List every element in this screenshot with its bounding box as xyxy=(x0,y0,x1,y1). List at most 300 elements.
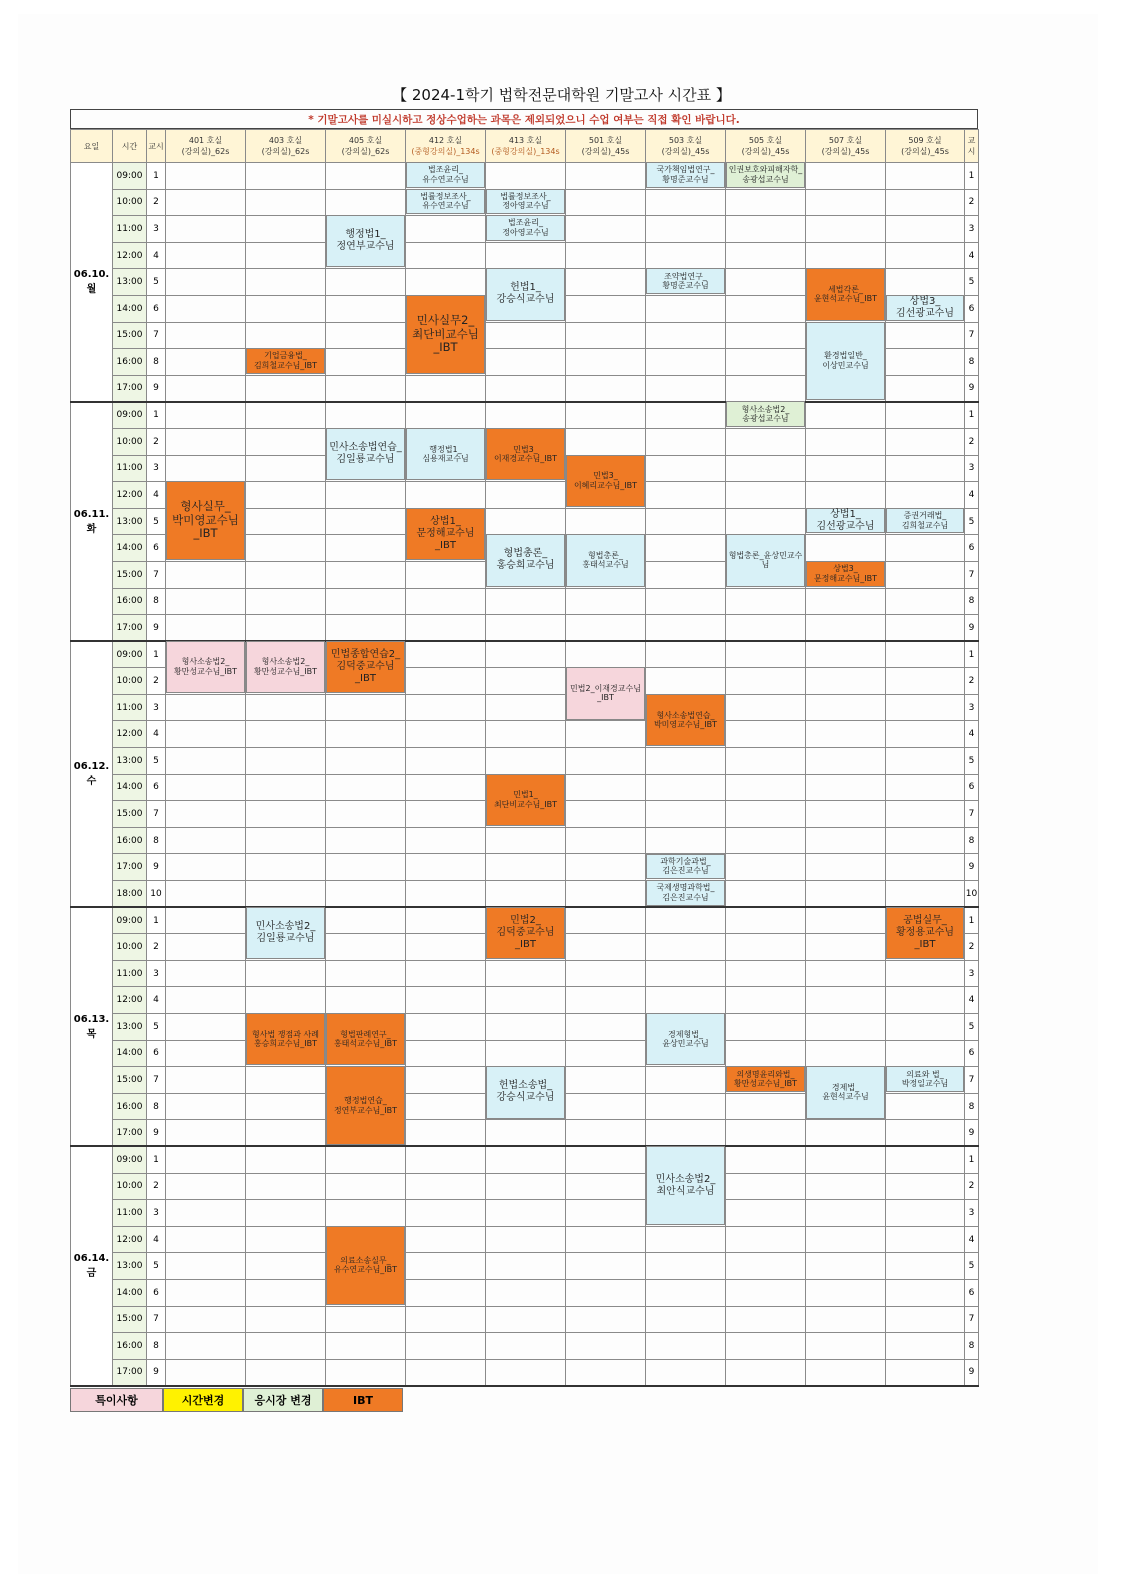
room-capacity: (강의실)_62s xyxy=(341,147,390,156)
empty-slot xyxy=(566,1120,646,1147)
empty-slot xyxy=(886,588,965,615)
empty-slot xyxy=(806,854,886,881)
empty-slot xyxy=(326,1359,406,1386)
empty-slot xyxy=(326,854,406,881)
empty-slot xyxy=(566,827,646,854)
empty-slot xyxy=(246,1333,326,1360)
empty-slot xyxy=(326,907,406,934)
empty-slot xyxy=(806,1226,886,1253)
empty-slot xyxy=(486,482,566,509)
period-cell-right: 3 xyxy=(965,455,979,482)
empty-slot xyxy=(646,508,726,535)
room-name: 401 호실 xyxy=(188,136,223,145)
empty-slot xyxy=(566,987,646,1014)
empty-slot xyxy=(806,721,886,748)
period-cell-right: 6 xyxy=(965,1040,979,1067)
empty-slot xyxy=(726,295,806,322)
time-cell: 15:00 xyxy=(113,1067,147,1094)
empty-slot xyxy=(166,827,246,854)
empty-slot xyxy=(486,641,566,668)
empty-slot xyxy=(166,455,246,482)
empty-slot xyxy=(406,1120,486,1147)
period-cell: 7 xyxy=(147,322,166,349)
room-header xyxy=(726,130,806,163)
empty-slot xyxy=(246,482,326,509)
time-row xyxy=(71,987,979,1014)
empty-slot xyxy=(886,668,965,695)
period-cell-right: 1 xyxy=(965,163,979,190)
time-cell: 14:00 xyxy=(113,1279,147,1306)
empty-slot xyxy=(406,668,486,695)
exam-label: 행정법1_ 정연부교수님 xyxy=(336,229,395,253)
empty-slot xyxy=(166,1067,246,1094)
time-cell: 18:00 xyxy=(113,881,147,908)
empty-slot xyxy=(726,801,806,828)
empty-slot xyxy=(486,508,566,535)
period-cell-right: 7 xyxy=(965,1306,979,1333)
empty-slot xyxy=(166,428,246,455)
empty-slot xyxy=(886,1040,965,1067)
empty-slot xyxy=(326,960,406,987)
period-cell-right: 8 xyxy=(965,1333,979,1360)
empty-slot xyxy=(806,216,886,243)
empty-slot xyxy=(886,854,965,881)
time-cell: 11:00 xyxy=(113,216,147,243)
empty-slot xyxy=(406,482,486,509)
empty-slot xyxy=(326,375,406,402)
time-cell: 17:00 xyxy=(113,1120,147,1147)
period-cell: 8 xyxy=(147,827,166,854)
exam-block xyxy=(326,215,405,267)
room-capacity: (강의실)_45s xyxy=(901,147,949,156)
empty-slot xyxy=(486,402,566,429)
exam-label: 의료소송실무_ 유수연교수님_IBT xyxy=(333,1255,398,1275)
empty-slot xyxy=(726,694,806,721)
period-cell: 6 xyxy=(147,774,166,801)
empty-slot xyxy=(326,721,406,748)
empty-slot xyxy=(886,615,965,642)
empty-slot xyxy=(566,960,646,987)
time-cell: 15:00 xyxy=(113,322,147,349)
exam-label: 법률정보조사_ 유수연교수님 xyxy=(420,191,471,211)
time-row xyxy=(71,1279,979,1306)
empty-slot xyxy=(406,721,486,748)
empty-slot xyxy=(486,242,566,269)
exam-label: 형사소송법연습_ 박미영교수님_IBT xyxy=(653,710,718,730)
empty-slot xyxy=(566,322,646,349)
empty-slot xyxy=(886,455,965,482)
empty-slot xyxy=(406,1333,486,1360)
empty-slot xyxy=(726,428,806,455)
empty-slot xyxy=(486,960,566,987)
exam-block xyxy=(326,641,405,693)
time-row xyxy=(71,748,979,775)
empty-slot xyxy=(566,402,646,429)
empty-slot xyxy=(726,907,806,934)
time-cell: 09:00 xyxy=(113,641,147,668)
period-cell: 5 xyxy=(147,269,166,296)
empty-slot xyxy=(726,508,806,535)
period-cell: 1 xyxy=(147,907,166,934)
time-cell: 15:00 xyxy=(113,801,147,828)
period-cell: 2 xyxy=(147,1173,166,1200)
empty-slot xyxy=(806,881,886,908)
exam-label: 민사소송법2_ 김일룡교수님 xyxy=(255,920,316,944)
empty-slot xyxy=(166,295,246,322)
empty-slot xyxy=(806,827,886,854)
exam-label: 상법3_ 김선광교수님 xyxy=(896,295,954,319)
empty-slot xyxy=(246,295,326,322)
period-cell-right: 9 xyxy=(965,1120,979,1147)
empty-slot xyxy=(646,402,726,429)
empty-slot xyxy=(886,987,965,1014)
empty-slot xyxy=(246,1226,326,1253)
time-row xyxy=(71,1040,979,1067)
empty-slot xyxy=(246,588,326,615)
page-title: 【 2024-1학기 법학전문대학원 기말고사 시간표 】 xyxy=(392,86,731,104)
empty-slot xyxy=(166,1226,246,1253)
exam-label: 형법총론_ 홍승희교수님 xyxy=(496,548,555,572)
exam-block xyxy=(326,1226,405,1305)
empty-slot xyxy=(486,615,566,642)
period-cell: 8 xyxy=(147,1093,166,1120)
empty-slot xyxy=(726,189,806,216)
empty-slot xyxy=(726,721,806,748)
empty-slot xyxy=(646,1333,726,1360)
time-row xyxy=(71,163,979,190)
empty-slot xyxy=(406,402,486,429)
period-cell: 5 xyxy=(147,508,166,535)
empty-slot xyxy=(886,1253,965,1280)
exam-block xyxy=(246,907,325,959)
exam-block xyxy=(886,1066,964,1092)
period-cell-right: 7 xyxy=(965,322,979,349)
exam-block xyxy=(246,1013,325,1065)
empty-slot xyxy=(806,1173,886,1200)
empty-slot xyxy=(246,1173,326,1200)
period-cell: 8 xyxy=(147,1333,166,1360)
empty-slot xyxy=(886,641,965,668)
header-period: 교시 xyxy=(147,130,166,163)
empty-slot xyxy=(166,1173,246,1200)
time-cell: 11:00 xyxy=(113,455,147,482)
empty-slot xyxy=(246,1306,326,1333)
empty-slot xyxy=(406,1200,486,1227)
empty-slot xyxy=(326,1200,406,1227)
empty-slot xyxy=(886,163,965,190)
empty-slot xyxy=(806,242,886,269)
empty-slot xyxy=(646,827,726,854)
exam-block xyxy=(806,561,885,587)
empty-slot xyxy=(566,907,646,934)
time-cell: 09:00 xyxy=(113,402,147,429)
time-cell: 14:00 xyxy=(113,1040,147,1067)
empty-slot xyxy=(886,721,965,748)
exam-block xyxy=(806,1066,885,1118)
empty-slot xyxy=(886,960,965,987)
room-name: 505 호실 xyxy=(748,136,783,145)
empty-slot xyxy=(406,934,486,961)
empty-slot xyxy=(646,1120,726,1147)
exam-block xyxy=(566,455,645,507)
empty-slot xyxy=(406,774,486,801)
time-cell: 11:00 xyxy=(113,694,147,721)
empty-slot xyxy=(646,801,726,828)
empty-slot xyxy=(726,1333,806,1360)
period-cell-right: 2 xyxy=(965,1173,979,1200)
empty-slot xyxy=(326,615,406,642)
exam-label: 민법3_ 이재경교수님_IBT xyxy=(493,444,558,464)
period-cell: 6 xyxy=(147,535,166,562)
period-cell-right: 3 xyxy=(965,960,979,987)
empty-slot xyxy=(806,934,886,961)
empty-slot xyxy=(326,561,406,588)
empty-slot xyxy=(486,721,566,748)
empty-slot xyxy=(886,535,965,562)
time-cell: 16:00 xyxy=(113,588,147,615)
exam-block xyxy=(566,534,645,586)
period-cell: 3 xyxy=(147,1200,166,1227)
period-cell: 9 xyxy=(147,1120,166,1147)
empty-slot xyxy=(246,1146,326,1173)
room-name: 501 호실 xyxy=(588,136,623,145)
empty-slot xyxy=(166,987,246,1014)
empty-slot xyxy=(326,588,406,615)
legend-item: 응시장 변경 xyxy=(243,1388,323,1412)
empty-slot xyxy=(246,1200,326,1227)
period-cell-right: 10 xyxy=(965,881,979,908)
empty-slot xyxy=(566,801,646,828)
empty-slot xyxy=(646,242,726,269)
empty-slot xyxy=(806,1359,886,1386)
period-cell-right: 3 xyxy=(965,694,979,721)
room-capacity: (중형강의실)_134s xyxy=(411,147,480,156)
empty-slot xyxy=(806,1146,886,1173)
empty-slot xyxy=(886,482,965,509)
period-cell-right: 9 xyxy=(965,375,979,402)
empty-slot xyxy=(806,748,886,775)
exam-label: 법조윤리_ 유수연교수님 xyxy=(422,165,469,184)
period-cell: 1 xyxy=(147,1146,166,1173)
exam-block xyxy=(806,268,885,320)
empty-slot xyxy=(406,960,486,987)
empty-slot xyxy=(166,1093,246,1120)
empty-slot xyxy=(166,588,246,615)
empty-slot xyxy=(326,295,406,322)
empty-slot xyxy=(566,774,646,801)
empty-slot xyxy=(166,349,246,376)
empty-slot xyxy=(566,1040,646,1067)
empty-slot xyxy=(886,1014,965,1041)
exam-label: 민사소송법2_ 최안식교수님 xyxy=(655,1173,716,1197)
empty-slot xyxy=(806,615,886,642)
empty-slot xyxy=(246,748,326,775)
empty-slot xyxy=(406,694,486,721)
time-row xyxy=(71,1333,979,1360)
empty-slot xyxy=(806,987,886,1014)
period-cell-right: 3 xyxy=(965,1200,979,1227)
empty-slot xyxy=(886,827,965,854)
period-cell-right: 5 xyxy=(965,269,979,296)
exam-label: 형사소송법2_ 송광섭교수님 xyxy=(741,404,790,424)
empty-slot xyxy=(566,1093,646,1120)
empty-slot xyxy=(886,349,965,376)
exam-block xyxy=(246,348,325,374)
empty-slot xyxy=(326,934,406,961)
period-cell: 7 xyxy=(147,801,166,828)
empty-slot xyxy=(486,1359,566,1386)
exam-label: 형사실무_ 박미영교수님 _IBT xyxy=(172,498,239,541)
empty-slot xyxy=(646,615,726,642)
empty-slot xyxy=(566,1253,646,1280)
empty-slot xyxy=(246,535,326,562)
day-label: 06.14. 금 xyxy=(71,1146,113,1385)
empty-slot xyxy=(646,748,726,775)
empty-slot xyxy=(486,163,566,190)
empty-slot xyxy=(806,960,886,987)
empty-slot xyxy=(886,1333,965,1360)
period-cell: 8 xyxy=(147,349,166,376)
exam-label: 민사실무2_ 최단비교수님 _IBT xyxy=(412,312,479,355)
period-cell: 6 xyxy=(147,1040,166,1067)
empty-slot xyxy=(806,588,886,615)
exam-label: 공법실무_ 황정용교수님_IBT xyxy=(896,914,954,950)
empty-slot xyxy=(726,375,806,402)
empty-slot xyxy=(246,242,326,269)
empty-slot xyxy=(646,774,726,801)
empty-slot xyxy=(406,242,486,269)
empty-slot xyxy=(726,1359,806,1386)
empty-slot xyxy=(646,588,726,615)
empty-slot xyxy=(566,189,646,216)
period-cell: 6 xyxy=(147,1279,166,1306)
exam-label: 민법종합연습2_ 김덕중교수님_IBT xyxy=(330,648,401,684)
empty-slot xyxy=(406,561,486,588)
period-cell: 10 xyxy=(147,881,166,908)
exam-label: 국가책임법연구_ 황명준교수님 xyxy=(656,165,715,184)
empty-slot xyxy=(326,402,406,429)
empty-slot xyxy=(406,907,486,934)
empty-slot xyxy=(806,1333,886,1360)
empty-slot xyxy=(886,1306,965,1333)
empty-slot xyxy=(166,1200,246,1227)
empty-slot xyxy=(726,588,806,615)
empty-slot xyxy=(806,535,886,562)
empty-slot xyxy=(806,455,886,482)
time-cell: 14:00 xyxy=(113,774,147,801)
period-cell: 4 xyxy=(147,987,166,1014)
exam-block xyxy=(646,268,725,294)
empty-slot xyxy=(886,881,965,908)
exam-block xyxy=(646,1146,725,1225)
exam-label: 민법3_ 이혜리교수님_IBT xyxy=(573,471,638,490)
empty-slot xyxy=(566,748,646,775)
header-period-right: 교시 xyxy=(965,130,979,163)
time-row xyxy=(71,402,979,429)
exam-block xyxy=(406,508,485,560)
exam-block xyxy=(886,907,964,959)
empty-slot xyxy=(246,428,326,455)
room-header xyxy=(566,130,646,163)
exam-block xyxy=(326,1013,405,1065)
exam-block xyxy=(486,534,565,586)
period-cell: 5 xyxy=(147,1014,166,1041)
period-cell-right: 6 xyxy=(965,295,979,322)
empty-slot xyxy=(406,748,486,775)
empty-slot xyxy=(246,561,326,588)
exam-label: 인권보호와피해자학_ 송광섭교수님 xyxy=(728,165,803,184)
empty-slot xyxy=(566,349,646,376)
empty-slot xyxy=(726,1279,806,1306)
time-cell: 16:00 xyxy=(113,1093,147,1120)
header-day: 요일 xyxy=(71,130,113,163)
empty-slot xyxy=(246,1093,326,1120)
period-cell: 2 xyxy=(147,189,166,216)
exam-block xyxy=(486,215,565,241)
empty-slot xyxy=(886,375,965,402)
empty-slot xyxy=(566,588,646,615)
time-row xyxy=(71,881,979,908)
exam-label: 형사소송법2_ 황만성교수님_IBT xyxy=(253,657,318,676)
empty-slot xyxy=(886,242,965,269)
empty-slot xyxy=(326,1306,406,1333)
empty-slot xyxy=(406,1093,486,1120)
empty-slot xyxy=(886,694,965,721)
empty-slot xyxy=(406,269,486,296)
period-cell: 4 xyxy=(147,721,166,748)
time-row xyxy=(71,1120,979,1147)
exam-block xyxy=(166,481,245,560)
time-cell: 09:00 xyxy=(113,1146,147,1173)
period-cell-right: 5 xyxy=(965,508,979,535)
empty-slot xyxy=(646,428,726,455)
exam-block xyxy=(646,162,725,188)
empty-slot xyxy=(326,349,406,376)
exam-label: 민법2_이재경교수님 _IBT xyxy=(570,683,641,703)
day-label: 06.11. 화 xyxy=(71,402,113,641)
period-cell-right: 4 xyxy=(965,987,979,1014)
time-cell: 10:00 xyxy=(113,189,147,216)
empty-slot xyxy=(806,428,886,455)
empty-slot xyxy=(486,1333,566,1360)
empty-slot xyxy=(566,1014,646,1041)
exam-block xyxy=(246,641,325,693)
time-cell: 10:00 xyxy=(113,668,147,695)
empty-slot xyxy=(166,402,246,429)
empty-slot xyxy=(726,1146,806,1173)
empty-slot xyxy=(566,1067,646,1094)
empty-slot xyxy=(566,934,646,961)
period-cell: 7 xyxy=(147,1067,166,1094)
time-cell: 16:00 xyxy=(113,1333,147,1360)
period-cell: 4 xyxy=(147,242,166,269)
time-cell: 14:00 xyxy=(113,295,147,322)
empty-slot xyxy=(806,1014,886,1041)
empty-slot xyxy=(566,1279,646,1306)
empty-slot xyxy=(326,163,406,190)
time-cell: 11:00 xyxy=(113,960,147,987)
period-cell-right: 4 xyxy=(965,1226,979,1253)
empty-slot xyxy=(406,1306,486,1333)
empty-slot xyxy=(646,189,726,216)
exam-label: 민사소송법연습_ 김일룡교수님 xyxy=(329,442,402,466)
empty-slot xyxy=(646,216,726,243)
empty-slot xyxy=(646,907,726,934)
empty-slot xyxy=(806,907,886,934)
empty-slot xyxy=(646,987,726,1014)
time-cell: 13:00 xyxy=(113,1014,147,1041)
empty-slot xyxy=(886,774,965,801)
